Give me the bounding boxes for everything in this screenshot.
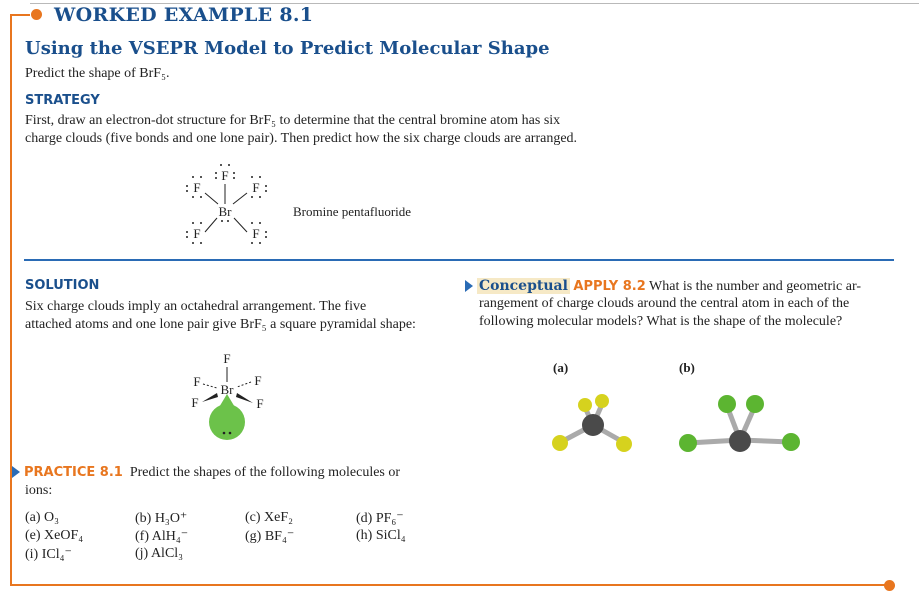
apply-text-line1: What is the number and geometric ar- xyxy=(649,279,861,294)
example-title: Using the VSEPR Model to Predict Molecular Shape xyxy=(25,38,550,59)
square-pyramidal-structure xyxy=(185,348,275,443)
shape-f-back-right: F xyxy=(254,373,262,388)
strategy-text-line1: First, draw an electron-dot structure for BrF₅ to determine that the central bromine atom has six xyxy=(25,113,561,128)
practice-item-i: (i) ICl₄⁻ xyxy=(25,547,72,562)
frame-dot-top xyxy=(31,9,42,20)
conceptual-label: Conceptual xyxy=(479,278,568,294)
practice-item-h: (h) SiCl₄ xyxy=(356,528,406,543)
problem-text: Predict the shape of BrF₅. xyxy=(25,66,170,81)
shape-f-back-left: F xyxy=(193,374,201,389)
frame-left-line xyxy=(10,14,12,586)
practice-text: Predict the shapes of the following molecules or xyxy=(129,465,401,480)
practice-text-line2: ions: xyxy=(25,483,53,498)
structure-caption: Bromine pentafluoride xyxy=(293,204,412,219)
solution-text-line2: attached atoms and one lone pair give BrF₅ a square pyramidal shape: xyxy=(25,317,416,332)
practice-item-b: (b) H₃O⁺ xyxy=(135,511,188,526)
apply-line1 xyxy=(477,277,892,296)
frame-top-line xyxy=(10,14,30,16)
practice-item-a: (a) O₃ xyxy=(25,510,60,525)
practice-item-e: (e) XeOF₄ xyxy=(25,528,84,543)
practice-item-j: (j) AlCl₃ xyxy=(135,546,184,561)
shape-br-center: Br xyxy=(220,382,234,397)
lewis-f-top: F xyxy=(221,168,229,183)
shape-f-front-right: F xyxy=(256,396,264,411)
model-b-image xyxy=(670,388,805,460)
model-a-image xyxy=(545,385,640,460)
apply-label: APPLY 8.2 xyxy=(573,279,646,294)
apply-arrow-icon xyxy=(465,280,473,292)
practice-item-g: (g) BF₄⁻ xyxy=(245,529,295,544)
section-divider xyxy=(24,259,894,261)
apply-text-line2: rangement of charge clouds around the central atom in each of the xyxy=(479,296,850,311)
practice-item-f: (f) AlH₄⁻ xyxy=(135,529,189,544)
model-a-label: (a) xyxy=(553,360,569,375)
apply-text-line3: following molecular models? What is the shape of the molecule? xyxy=(479,314,843,329)
strategy-text-line2: charge clouds (five bonds and one lone pair). Then predict how the six charge clouds are arranged. xyxy=(25,131,578,146)
brf5-lewis-structure xyxy=(180,160,290,248)
practice-line1 xyxy=(24,464,400,482)
practice-item-c: (c) XeF₂ xyxy=(245,510,294,525)
lewis-f-bottom-left: F xyxy=(193,226,201,241)
lewis-br-center: Br xyxy=(218,204,232,219)
practice-arrow-icon xyxy=(12,466,20,478)
shape-f-front-left: F xyxy=(191,395,199,410)
lewis-f-left: F xyxy=(193,180,201,195)
shape-f-top: F xyxy=(223,351,231,366)
solution-text-line1: Six charge clouds imply an octahedral arrangement. The five xyxy=(25,299,367,314)
strategy-heading: STRATEGY xyxy=(25,93,100,108)
example-label: WORKED EXAMPLE 8.1 xyxy=(54,4,314,26)
practice-label: PRACTICE 8.1 xyxy=(24,465,123,480)
solution-heading: SOLUTION xyxy=(25,278,100,293)
lewis-f-right: F xyxy=(252,180,260,195)
frame-dot-bottom xyxy=(884,580,895,591)
lewis-f-bottom-right: F xyxy=(252,226,260,241)
model-b-label: (b) xyxy=(679,360,695,375)
frame-bottom-line xyxy=(10,584,888,586)
practice-item-d: (d) PF₆⁻ xyxy=(356,511,404,526)
